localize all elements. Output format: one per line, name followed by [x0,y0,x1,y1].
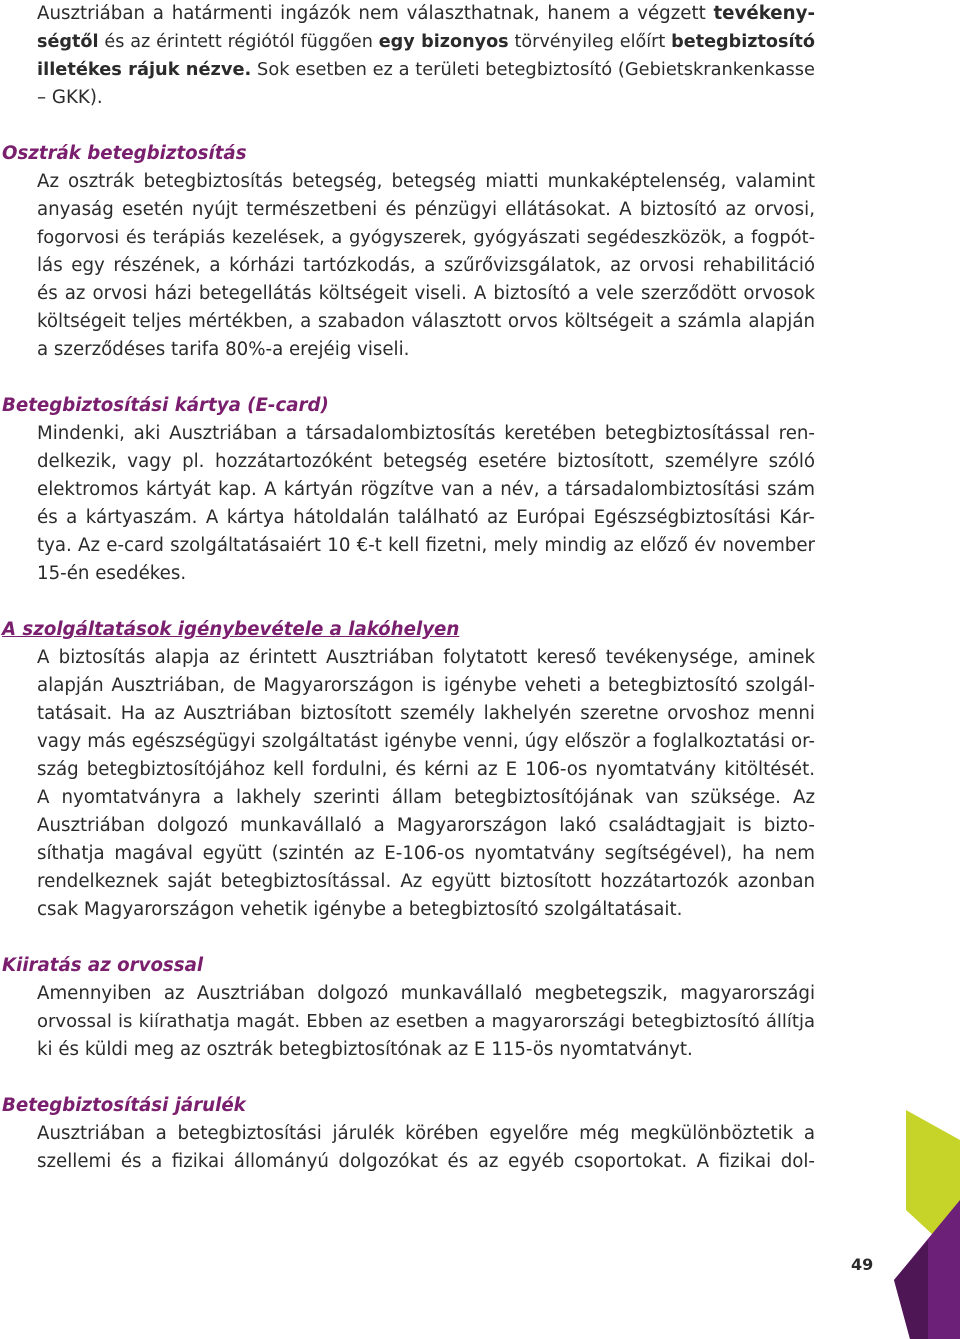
section-heading: Osztrák betegbiztosítás [2,143,247,164]
paragraph-line: szellemi és a fizikai állományú dolgozókat és az egyéb csoportokat. A fizikai dol- [37,1151,815,1172]
paragraph-line: Mindenki, aki Ausztriában a társadalombiztosítás keretében betegbiztosítással ren- [37,423,815,444]
intro-text: Ausztriában a határmenti ingázók nem választhatnak, hanem a végzett [37,3,714,24]
paragraph-line: orvossal is kiírathatja magát. Ebben az esetben a magyarországi betegbiztosító állítja [37,1011,815,1032]
intro-bold-text: egy bizonyos [378,32,509,52]
intro-text: törvényileg előírt [508,32,672,52]
section-heading: Betegbiztosítási járulék [2,1095,246,1116]
section-heading: Betegbiztosítási kártya (E-card) [2,395,329,416]
intro-bold-text: ségtől [37,32,99,52]
paragraph-line: és a kártyaszám. A kártya hátoldalán található az Európai Egészségbiztosítási Kár- [37,507,815,528]
page-number: 49 [851,1255,874,1274]
paragraph-line: költségeit teljes mértékben, a szabadon választott orvos költségeit a számla alapján [37,311,815,332]
intro-text: és az érintett régiótól függően [98,32,379,52]
section-paragraph [37,420,815,588]
section-heading: Kiiratás az orvossal [2,955,204,976]
intro-paragraph [37,0,815,112]
paragraph-line: Ausztriában a betegbiztosítási járulék körében egyelőre még megkülönböztetik a [37,1123,815,1144]
paragraph-line: vagy más egészségügyi szolgáltatást igénybe venni, úgy először a foglalkoztatási or- [37,731,815,752]
paragraph-line: és az orvosi házi betegellátás költségeit viseli. A biztosító a vele szerződött orvosok [37,283,815,304]
paragraph-line: alapján Ausztriában, de Magyarországon is igénybe veheti a betegbiztosító szolgál- [37,675,815,696]
section-heading: A szolgáltatások igénybevétele a lakóhelyen [2,619,460,640]
section-paragraph [37,168,815,364]
paragraph-line: fogorvosi és terápiás kezelések, a gyógyszerek, gyógyászati segédeszközök, a fogpót- [37,227,815,248]
paragraph-line: A biztosítás alapja az érintett Ausztriában folytatott kereső tevékenysége, aminek [37,647,815,668]
paragraph-line: rendelkeznek saját betegbiztosítással. Az együtt biztosított hozzátartozók azonban [37,871,815,892]
paragraph-line: tatásait. Ha az Ausztriában biztosított személy lakhelyén szeretne orvoshoz menni [37,703,815,724]
intro-text: – GKK). [37,87,103,108]
paragraph-line: anyaság esetén nyújt természetbeni és pénzügyi ellátásokat. A biztosító az orvosi, [37,199,815,220]
paragraph-line: Amennyiben az Ausztriában dolgozó munkavállaló megbetegszik, magyarországi [37,983,815,1004]
paragraph-line: 15-én esedékes. [37,563,187,584]
paragraph-line: a szerződéses tarifa 80%-a erejéig viseli. [37,339,410,360]
section-paragraph [37,980,815,1064]
intro-bold-text: illetékes rájuk nézve. [37,59,252,80]
intro-text: Sok esetben ez a területi betegbiztosító (Gebietskrankenkasse [251,59,815,80]
paragraph-line: Ausztriában dolgozó munkavállaló a Magyarországon lakó családtagjait is bizto- [37,815,815,836]
paragraph-line: Az osztrák betegbiztosítás betegség, betegség miatti munkaképtelenség, valamint [37,171,815,192]
intro-bold-text: betegbiztosító [671,32,815,52]
paragraph-line: csak Magyarországon vehetik igénybe a betegbiztosító szolgáltatásait. [37,899,683,920]
paragraph-line: delkezik, vagy pl. hozzátartozóként betegség esetére biztosított, személyre szóló [37,451,815,472]
intro-bold-text: tevékeny- [713,3,815,24]
paragraph-line: tya. Az e-card szolgáltatásaiért 10 €-t kell fizetni, mely mindig az előző év november [37,535,815,556]
decorative-triangles-graphic [880,1110,960,1339]
paragraph-line: elektromos kártyát kap. A kártyán rögzítve van a név, a társadalombiztosítási szám [37,479,815,500]
paragraph-line: szág betegbiztosítójához kell fordulni, és kérni az E 106-os nyomtatvány kitöltését. [37,759,815,780]
paragraph-line: lás egy részének, a kórházi tartózkodás, a szűrővizsgálatok, az orvosi rehabilitáció [37,255,815,276]
paragraph-line: síthatja magával együtt (szintén az E-106-os nyomtatvány segítségével), ha nem [37,843,815,864]
section-paragraph [37,644,815,924]
paragraph-line: ki és küldi meg az osztrák betegbiztosítónak az E 115-ös nyomtatványt. [37,1039,693,1060]
paragraph-line: A nyomtatványra a lakhely szerinti állam betegbiztosítójának van szüksége. Az [37,787,815,808]
section-paragraph [37,1120,815,1176]
